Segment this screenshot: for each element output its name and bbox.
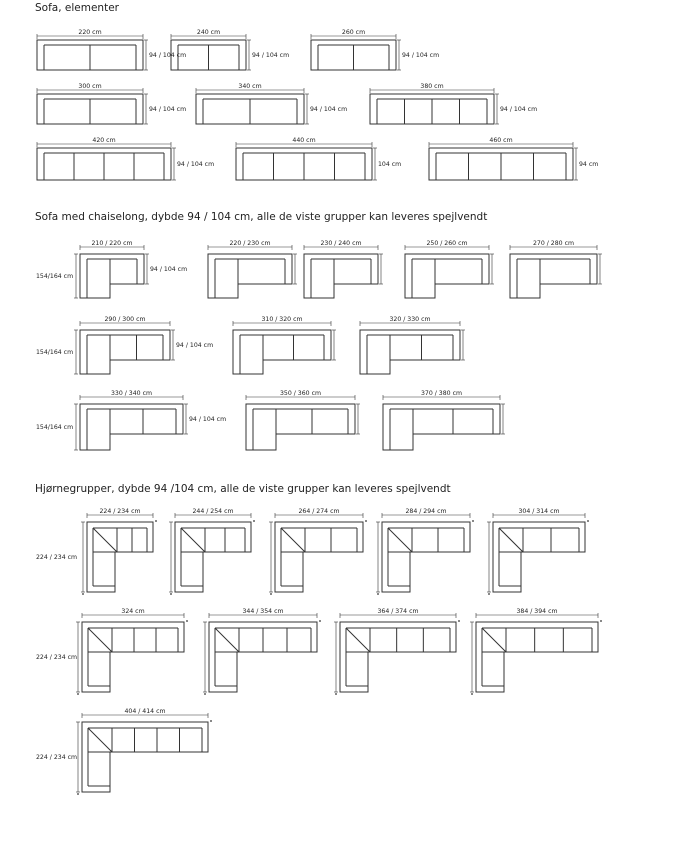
sofa-chaiselong-5 (510, 240, 602, 298)
dimension-tick (600, 620, 602, 622)
width-label: 220 cm (78, 29, 102, 36)
width-label: 310 / 320 cm (261, 316, 303, 323)
width-label: 264 / 274 cm (298, 508, 340, 515)
width-label: 350 / 360 cm (279, 390, 322, 397)
sofa-outline (360, 330, 460, 374)
dimension-tick (170, 593, 172, 595)
sofa-straight-1 (37, 29, 186, 70)
depth-label: 94 / 104 cm (500, 106, 538, 113)
width-label: 240 cm (196, 29, 221, 36)
depth-label: 94 / 104 cm (252, 52, 290, 59)
outline-line (88, 628, 112, 652)
dimension-tick (471, 693, 473, 695)
sofa-chaiselong-7 (233, 316, 336, 374)
sofa-straight-4 (37, 83, 186, 124)
depth-label: 94 / 104 cm (402, 52, 440, 59)
width-label: 324 cm (121, 608, 145, 615)
sofa-corner-5 (487, 508, 589, 595)
depth-label: 94 / 104 cm (189, 416, 227, 423)
width-label: 344 / 354 cm (242, 608, 284, 615)
width-label: 230 / 240 cm (320, 240, 362, 247)
outline-line (499, 528, 523, 552)
outline-line (281, 528, 305, 552)
outline-line (93, 528, 117, 552)
dimension-tick (319, 620, 321, 622)
width-label: 300 cm (78, 83, 102, 90)
width-label: 290 / 300 cm (104, 316, 146, 323)
depth-label: 94 / 104 cm (149, 52, 187, 59)
sofa-chaiselong-11 (383, 390, 505, 450)
sofa-outline (175, 522, 251, 592)
outline-line (482, 628, 506, 652)
dimension-tick (186, 620, 188, 622)
width-label: 284 / 294 cm (405, 508, 447, 515)
width-label: 420 cm (92, 137, 116, 144)
outline-line (88, 728, 112, 752)
sofa-corner-8 (334, 608, 460, 695)
dimension-tick (77, 793, 79, 795)
sofa-outline (80, 330, 170, 374)
sofa-outline (405, 254, 489, 298)
sofa-corner-6 (36, 608, 188, 695)
sofa-outline (80, 404, 183, 450)
sofa-outline (304, 254, 378, 298)
sofa-chaiselong-9 (36, 390, 226, 450)
dimension-tick (82, 593, 84, 595)
dimension-tick (458, 620, 460, 622)
sofa-outline (246, 404, 355, 450)
sofa-outline (510, 254, 597, 298)
dimension-tick (155, 520, 157, 522)
depth-label: 94 cm (579, 161, 599, 168)
sofa-corner-1 (36, 508, 157, 595)
depth-label: 94 / 104 cm (177, 161, 215, 168)
sofa-straight-9 (429, 137, 598, 180)
width-label: 304 / 314 cm (518, 508, 560, 515)
sofa-straight-6 (370, 83, 537, 124)
section-title-chaiselong: Sofa med chaiselong, dybde 94 / 104 cm, alle de viste grupper kan leveres spejlvendt (35, 211, 488, 223)
corner-side-label: 224 / 234 cm (36, 754, 78, 761)
sofa-outline (275, 522, 363, 592)
sofa-outline (476, 622, 598, 692)
sofa-outline (340, 622, 456, 692)
width-label: 220 / 230 cm (229, 240, 271, 247)
sofa-corner-7 (203, 608, 321, 695)
dimension-tick (365, 520, 367, 522)
sofa-outline (493, 522, 585, 592)
sofa-straight-5 (196, 83, 347, 124)
sofa-corner-2 (169, 508, 255, 595)
outline-line (181, 528, 205, 552)
width-label: 250 / 260 cm (426, 240, 468, 247)
dimension-tick (270, 593, 272, 595)
dimension-tick (335, 693, 337, 695)
dimension-tick (472, 520, 474, 522)
width-label: 210 / 220 cm (91, 240, 133, 247)
sofa-chaiselong-6 (36, 316, 213, 374)
sofa-chaiselong-2 (208, 240, 297, 298)
depth-label: 104 cm (378, 161, 402, 168)
width-label: 384 / 394 cm (516, 608, 558, 615)
width-label: 370 / 380 cm (420, 390, 463, 397)
depth-label: 94 / 104 cm (310, 106, 348, 113)
dimension-tick (77, 693, 79, 695)
sofa-straight-3 (311, 29, 439, 70)
width-label: 364 / 374 cm (377, 608, 419, 615)
sofa-corner-4 (376, 508, 474, 595)
sofa-outline (382, 522, 470, 592)
section-title-hjoernegrupper: Hjørnegrupper, dybde 94 /104 cm, alle de viste grupper kan leveres spejlvendt (35, 483, 451, 495)
width-label: 260 cm (341, 29, 366, 36)
sofa-straight-8 (236, 137, 401, 180)
width-label: 320 / 330 cm (389, 316, 431, 323)
sofa-chaiselong-4 (405, 240, 494, 298)
corner-side-label: 224 / 234 cm (36, 554, 78, 561)
sofa-chaiselong-3 (304, 240, 383, 298)
depth-label: 94 / 104 cm (150, 266, 188, 273)
depth-label: 94 / 104 cm (176, 342, 214, 349)
outline-line (388, 528, 412, 552)
width-label: 440 cm (292, 137, 316, 144)
width-label: 404 / 414 cm (124, 708, 166, 715)
outline-line (346, 628, 370, 652)
width-label: 340 cm (238, 83, 262, 90)
width-label: 270 / 280 cm (532, 240, 575, 247)
outline-line (215, 628, 239, 652)
corner-side-label: 224 / 234 cm (36, 654, 78, 661)
dimension-tick (377, 593, 379, 595)
sofa-outline (80, 254, 144, 298)
depth-label: 94 / 104 cm (149, 106, 187, 113)
dimension-tick (488, 593, 490, 595)
sofa-corner-3 (269, 508, 367, 595)
sofa-outline (383, 404, 500, 450)
width-label: 460 cm (489, 137, 513, 144)
dimension-tick (204, 693, 206, 695)
chaise-depth-label: 154/164 cm (36, 273, 74, 280)
sofa-straight-2 (171, 29, 289, 70)
chaise-depth-label: 154/164 cm (36, 349, 74, 356)
width-label: 224 / 234 cm (99, 508, 141, 515)
chaise-depth-label: 154/164 cm (36, 424, 74, 431)
sofa-outline (82, 722, 208, 792)
dimension-tick (253, 520, 255, 522)
section-title-sofa-elementer: Sofa, elementer (35, 2, 119, 14)
sofa-corner-10 (36, 708, 212, 795)
sofa-chaiselong-1 (36, 240, 187, 298)
sofa-chaiselong-8 (360, 316, 465, 374)
width-label: 244 / 254 cm (192, 508, 234, 515)
sofa-straight-7 (37, 137, 214, 180)
sofa-outline (82, 622, 184, 692)
width-label: 330 / 340 cm (110, 390, 153, 397)
width-label: 380 cm (420, 83, 444, 90)
sofa-corner-9 (470, 608, 602, 695)
sofa-outline (233, 330, 331, 374)
dimension-tick (587, 520, 589, 522)
dimension-tick (210, 720, 212, 722)
sofa-outline (208, 254, 292, 298)
sofa-chaiselong-10 (246, 390, 360, 450)
